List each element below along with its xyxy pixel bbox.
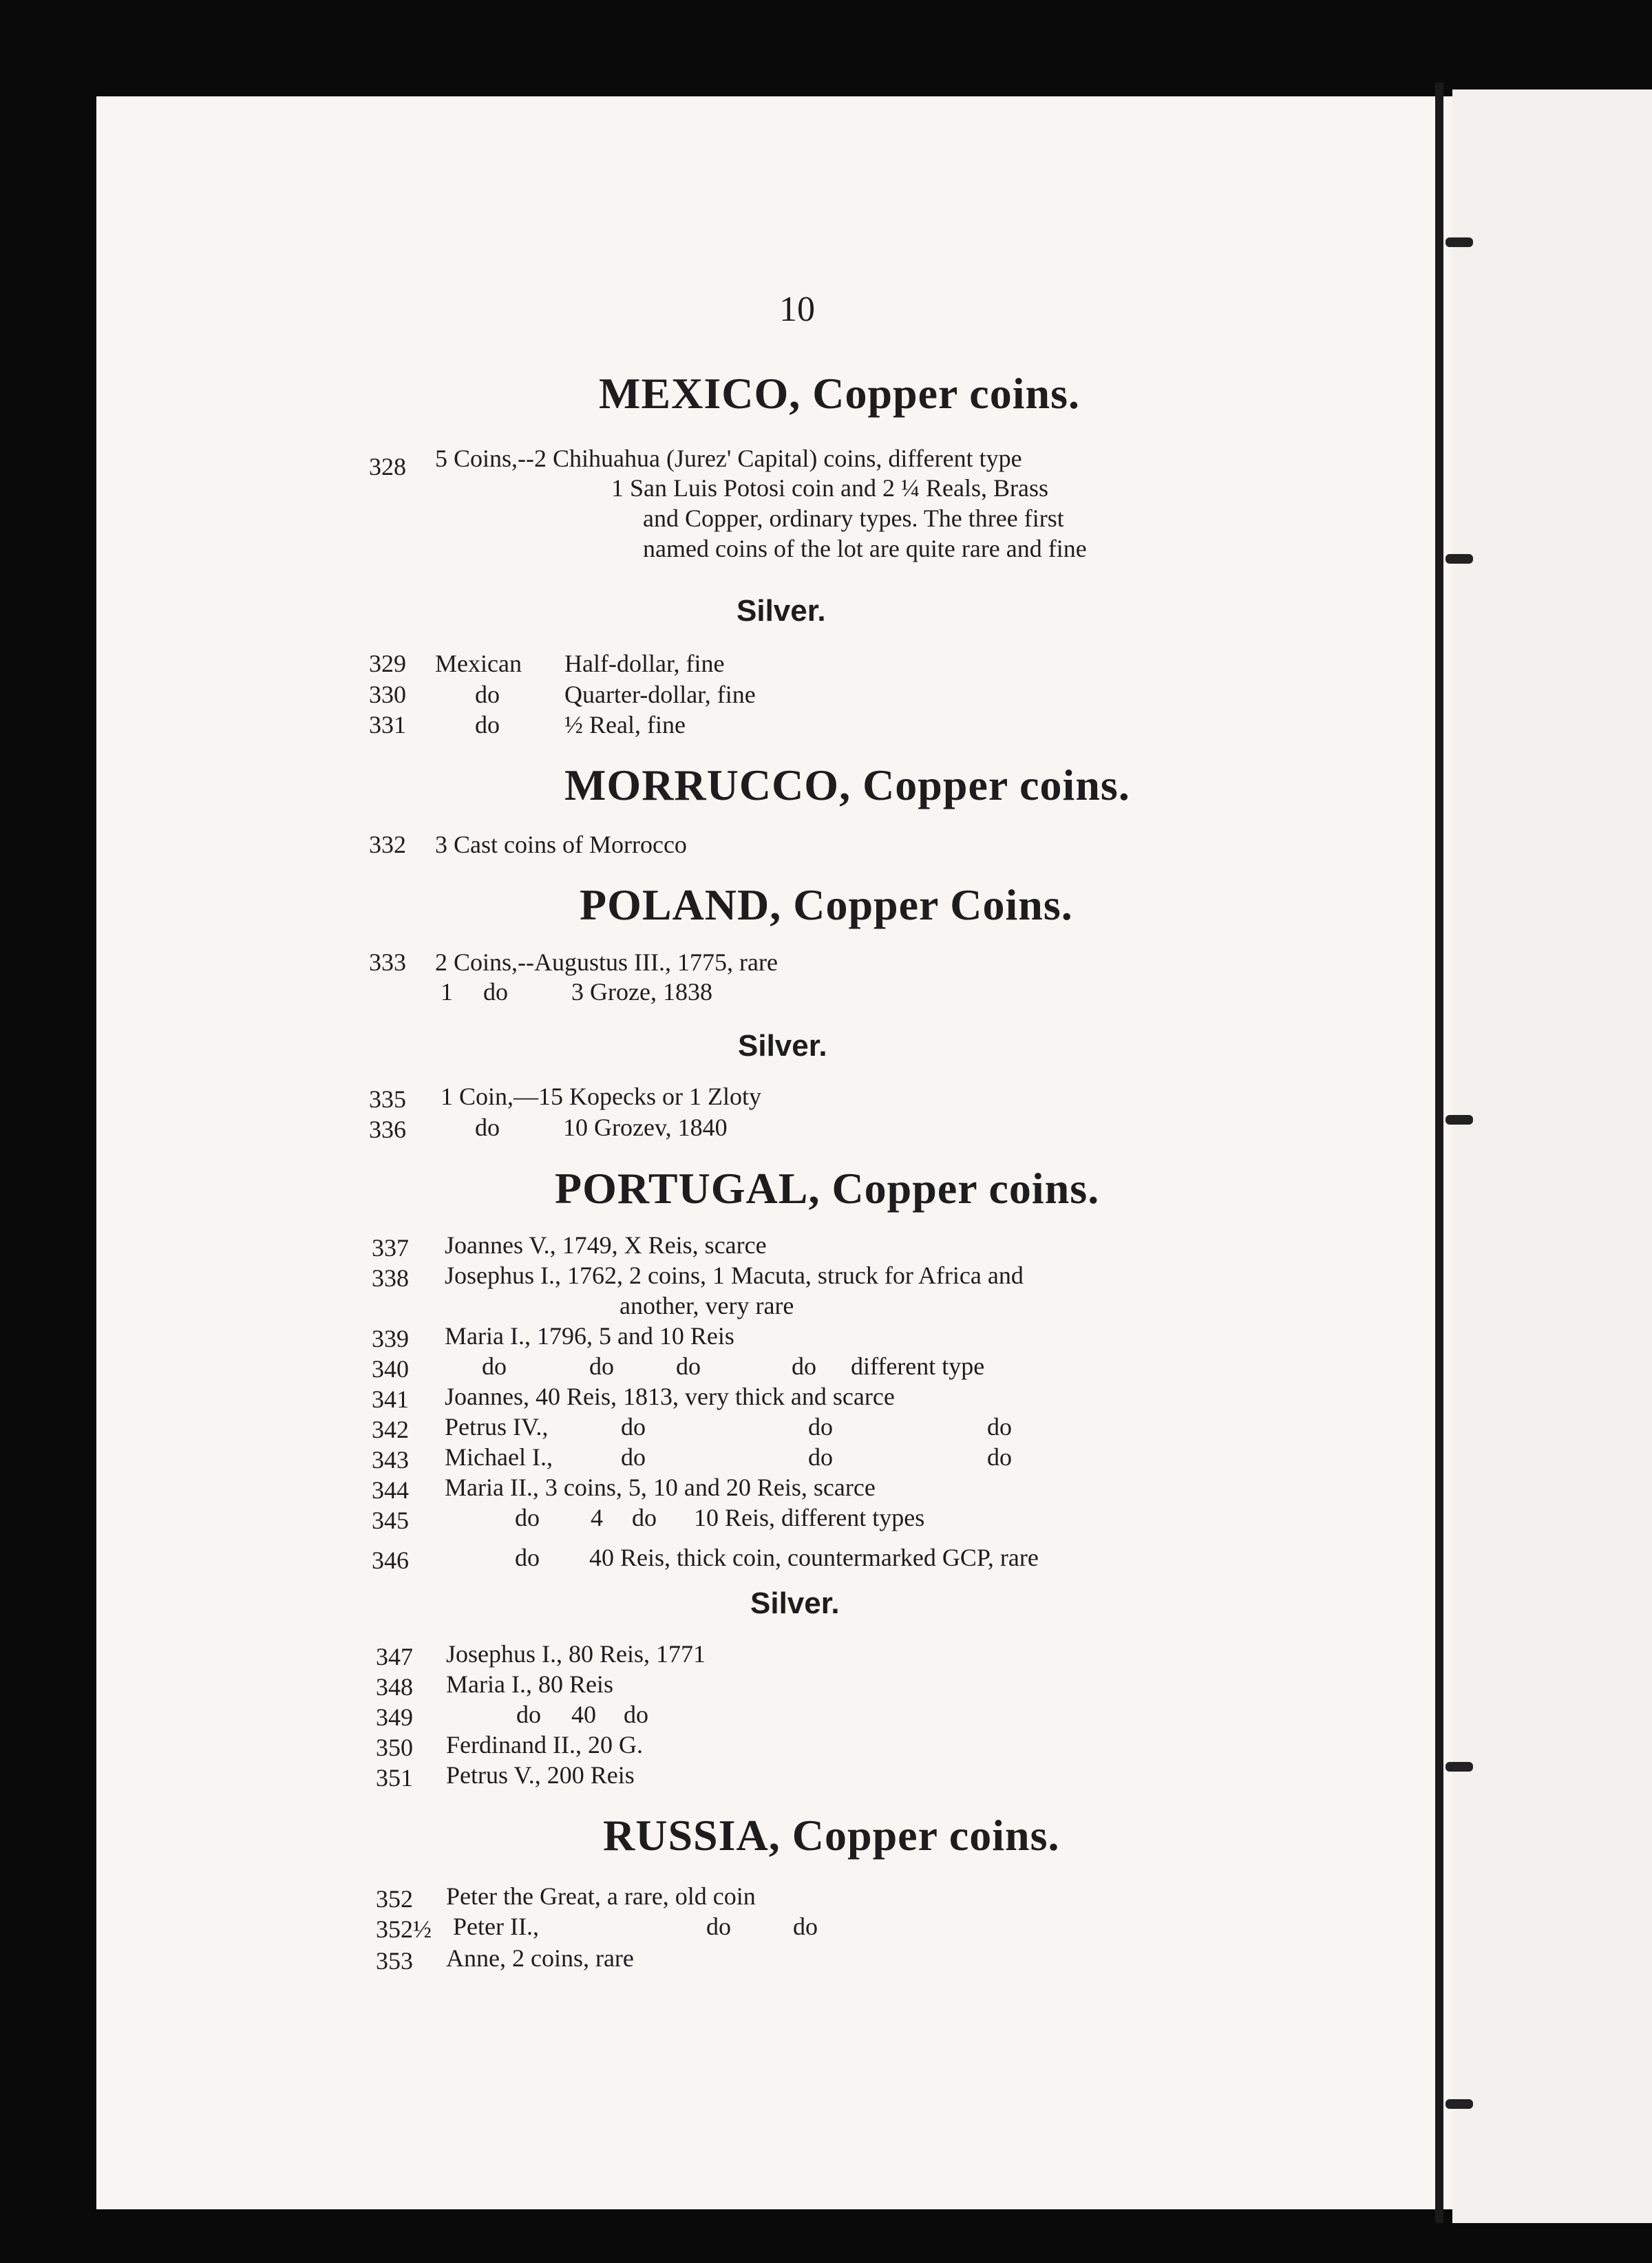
lot-number: 342 bbox=[372, 1416, 409, 1443]
lot-number: 329 bbox=[369, 650, 406, 677]
lot-number: 347 bbox=[376, 1643, 413, 1670]
ditto: do bbox=[621, 1443, 646, 1471]
lot-number: 333 bbox=[369, 948, 406, 976]
lot-number: 340 bbox=[372, 1355, 409, 1383]
lot-quantity: 4 bbox=[591, 1504, 603, 1531]
lot-number: 332 bbox=[369, 831, 406, 858]
lot-description: Half-dollar, fine bbox=[564, 650, 725, 677]
lot-description: 1 San Luis Potosi coin and 2 ¼ Reals, Brass bbox=[611, 474, 1048, 502]
lot-description: named coins of the lot are quite rare and fine bbox=[643, 535, 1087, 562]
binding-stitch bbox=[1446, 2099, 1473, 2109]
lot-number: 351 bbox=[376, 1764, 413, 1792]
lot-description: ½ Real, fine bbox=[564, 711, 686, 739]
lot-description: 10 Grozev, 1840 bbox=[563, 1114, 728, 1141]
lot-number: 331 bbox=[369, 711, 406, 739]
lot-description: 3 Groze, 1838 bbox=[571, 978, 712, 1006]
lot-number: 353 bbox=[376, 1947, 413, 1975]
lot-description: Maria I., 80 Reis bbox=[446, 1670, 613, 1698]
lot-description: Ferdinand II., 20 G. bbox=[446, 1731, 643, 1759]
ditto: do bbox=[676, 1352, 701, 1380]
lot-description: Anne, 2 coins, rare bbox=[446, 1944, 634, 1972]
ditto: do bbox=[808, 1413, 833, 1441]
section-heading-russia: RUSSIA, Copper coins. bbox=[603, 1811, 1060, 1860]
lot-description: another, very rare bbox=[620, 1292, 794, 1319]
lot-number: 335 bbox=[369, 1085, 406, 1113]
lot-number: 338 bbox=[372, 1264, 409, 1292]
section-heading-mexico: MEXICO, Copper coins. bbox=[599, 369, 1080, 418]
lot-number: 341 bbox=[372, 1385, 409, 1413]
lot-number: 346 bbox=[372, 1547, 409, 1574]
ditto: do bbox=[706, 1913, 731, 1940]
ditto: do bbox=[987, 1413, 1012, 1441]
ditto: do bbox=[589, 1352, 614, 1380]
section-heading-portugal: PORTUGAL, Copper coins. bbox=[555, 1164, 1100, 1213]
lot-quantity: 1 bbox=[441, 978, 453, 1006]
lot-description: 1 Coin,—15 Kopecks or 1 Zloty bbox=[441, 1083, 761, 1110]
ditto: do bbox=[987, 1443, 1012, 1471]
lot-number: 343 bbox=[372, 1446, 409, 1474]
binding-stitch bbox=[1446, 1762, 1473, 1772]
ditto: do bbox=[475, 711, 500, 739]
binding-stitch bbox=[1446, 237, 1473, 247]
lot-description: Maria II., 3 coins, 5, 10 and 20 Reis, scarce bbox=[445, 1474, 876, 1501]
ditto: do bbox=[632, 1504, 657, 1531]
ditto: do bbox=[475, 681, 500, 708]
ditto: do bbox=[482, 1352, 507, 1380]
lot-description: Peter the Great, a rare, old coin bbox=[446, 1882, 756, 1910]
ditto: do bbox=[475, 1114, 500, 1141]
lot-number: 344 bbox=[372, 1476, 409, 1504]
lot-description: different type bbox=[851, 1352, 985, 1380]
subheading-silver: Silver. bbox=[750, 1586, 840, 1620]
ditto: do bbox=[793, 1913, 818, 1940]
lot-number: 350 bbox=[376, 1734, 413, 1761]
ditto: do bbox=[516, 1701, 541, 1728]
lot-description: Josephus I., 1762, 2 coins, 1 Macuta, struck for Africa and bbox=[445, 1262, 1024, 1289]
lot-number: 337 bbox=[372, 1234, 409, 1262]
lot-description: Michael I., bbox=[445, 1443, 553, 1471]
subheading-silver: Silver. bbox=[738, 1029, 827, 1063]
lot-description: 3 Cast coins of Morrocco bbox=[435, 831, 687, 858]
ditto: do bbox=[808, 1443, 833, 1471]
ditto: do bbox=[515, 1544, 540, 1571]
lot-description: Joannes V., 1749, X Reis, scarce bbox=[445, 1231, 767, 1259]
ditto: do bbox=[621, 1413, 646, 1441]
lot-description: 2 Coins,--Augustus III., 1775, rare bbox=[435, 948, 778, 976]
facing-page-edge bbox=[1452, 89, 1652, 2223]
ditto: do bbox=[792, 1352, 816, 1380]
binding-stitch bbox=[1446, 554, 1473, 564]
lot-description: Petrus V., 200 Reis bbox=[446, 1761, 635, 1789]
lot-number: 352½ bbox=[376, 1915, 432, 1943]
section-heading-morrocco: MORRUCCO, Copper coins. bbox=[564, 761, 1130, 809]
lot-description: 10 Reis, different types bbox=[694, 1504, 925, 1531]
lot-description: 40 Reis, thick coin, countermarked GCP, rare bbox=[589, 1544, 1039, 1571]
binding-stitch bbox=[1446, 1115, 1473, 1125]
lot-number: 330 bbox=[369, 681, 406, 708]
lot-description: Petrus IV., bbox=[445, 1413, 549, 1441]
lot-number: 348 bbox=[376, 1673, 413, 1701]
lot-number: 336 bbox=[369, 1116, 406, 1143]
lot-description: Quarter-dollar, fine bbox=[564, 681, 756, 708]
lot-number: 339 bbox=[372, 1325, 409, 1352]
ditto: do bbox=[624, 1701, 648, 1728]
page-number: 10 bbox=[779, 290, 815, 329]
ditto: do bbox=[483, 978, 508, 1006]
subheading-silver: Silver. bbox=[737, 594, 826, 628]
lot-description: Joannes, 40 Reis, 1813, very thick and scarce bbox=[445, 1383, 895, 1410]
section-heading-poland: POLAND, Copper Coins. bbox=[580, 880, 1073, 929]
lot-description: Maria I., 1796, 5 and 10 Reis bbox=[445, 1322, 734, 1350]
binding-spine bbox=[1435, 83, 1443, 2223]
lot-number: 352 bbox=[376, 1885, 413, 1913]
lot-number: 328 bbox=[369, 453, 406, 480]
lot-description: and Copper, ordinary types. The three first bbox=[643, 504, 1064, 532]
ditto: do bbox=[515, 1504, 540, 1531]
lot-number: 345 bbox=[372, 1507, 409, 1534]
lot-number: 349 bbox=[376, 1703, 413, 1731]
lot-description: Peter II., bbox=[453, 1913, 539, 1940]
lot-description: 5 Coins,--2 Chihuahua (Jurez' Capital) coins, different type bbox=[435, 445, 1022, 472]
lot-description: Josephus I., 80 Reis, 1771 bbox=[446, 1640, 706, 1668]
lot-description: 40 bbox=[571, 1701, 596, 1728]
lot-description: Mexican bbox=[435, 650, 522, 677]
